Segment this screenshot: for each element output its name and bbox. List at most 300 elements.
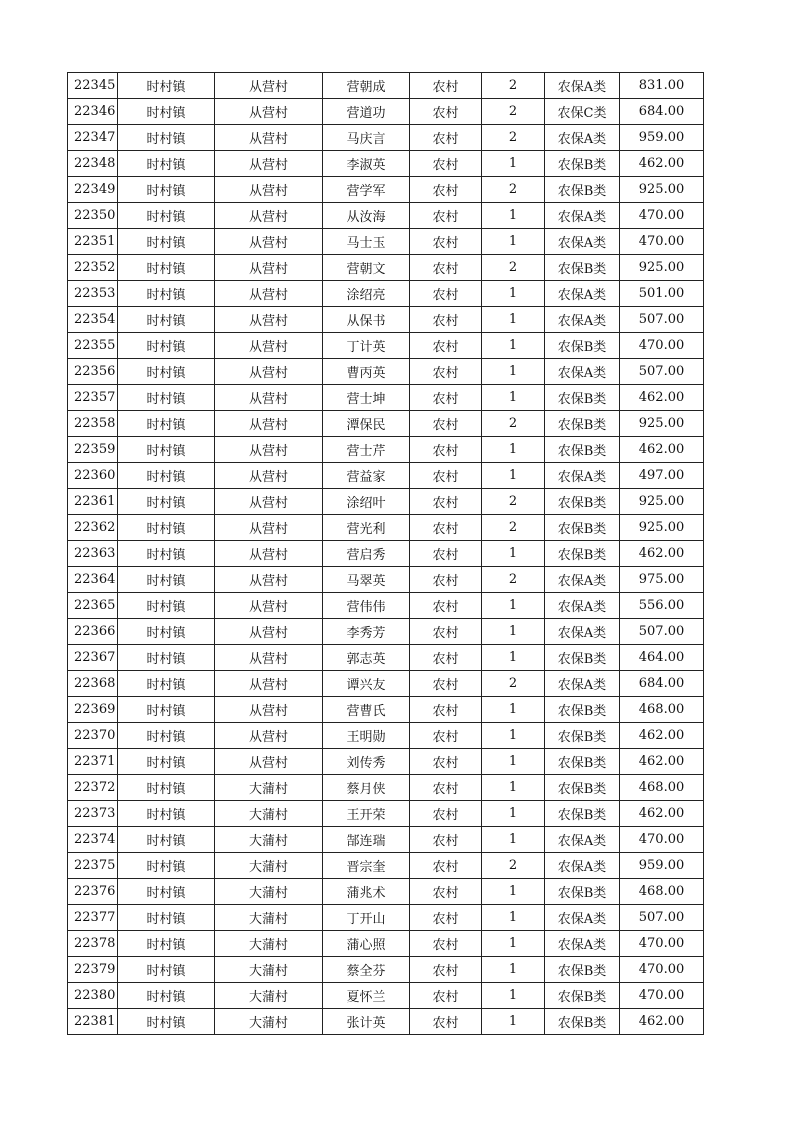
cell-person-name: 马翠英	[323, 567, 410, 593]
cell-record-id: 22371	[68, 749, 118, 775]
table-row	[68, 99, 704, 125]
cell-village: 从营村	[215, 515, 323, 541]
table-row	[68, 827, 704, 853]
cell-household-count: 1	[482, 359, 545, 385]
cell-household-count: 1	[482, 775, 545, 801]
cell-insurance-category: 农保A类	[545, 567, 620, 593]
cell-household-count: 1	[482, 333, 545, 359]
cell-record-id: 22353	[68, 281, 118, 307]
table-row	[68, 229, 704, 255]
cell-insurance-category: 农保A类	[545, 281, 620, 307]
cell-record-id: 22348	[68, 151, 118, 177]
cell-person-name: 张计英	[323, 1009, 410, 1035]
cell-village: 从营村	[215, 541, 323, 567]
table-row	[68, 801, 704, 827]
cell-person-name: 营光利	[323, 515, 410, 541]
cell-town: 时村镇	[118, 697, 215, 723]
cell-town: 时村镇	[118, 515, 215, 541]
cell-area-type: 农村	[410, 749, 482, 775]
cell-area-type: 农村	[410, 541, 482, 567]
cell-record-id: 22358	[68, 411, 118, 437]
cell-amount: 501.00	[620, 281, 704, 307]
cell-person-name: 营道功	[323, 99, 410, 125]
cell-area-type: 农村	[410, 567, 482, 593]
data-table	[67, 72, 704, 1035]
cell-area-type: 农村	[410, 333, 482, 359]
cell-household-count: 2	[482, 489, 545, 515]
cell-household-count: 2	[482, 411, 545, 437]
cell-record-id: 22369	[68, 697, 118, 723]
cell-person-name: 从汝海	[323, 203, 410, 229]
cell-person-name: 蔡月侠	[323, 775, 410, 801]
cell-area-type: 农村	[410, 437, 482, 463]
cell-area-type: 农村	[410, 827, 482, 853]
cell-town: 时村镇	[118, 437, 215, 463]
cell-village: 大蒲村	[215, 1009, 323, 1035]
cell-amount: 831.00	[620, 73, 704, 99]
cell-village: 从营村	[215, 281, 323, 307]
cell-town: 时村镇	[118, 905, 215, 931]
table-row	[68, 1009, 704, 1035]
cell-amount: 959.00	[620, 853, 704, 879]
cell-amount: 462.00	[620, 541, 704, 567]
cell-village: 从营村	[215, 671, 323, 697]
cell-household-count: 2	[482, 853, 545, 879]
cell-village: 从营村	[215, 437, 323, 463]
table-body	[68, 73, 704, 1035]
cell-record-id: 22351	[68, 229, 118, 255]
cell-amount: 464.00	[620, 645, 704, 671]
table-row	[68, 307, 704, 333]
cell-record-id: 22380	[68, 983, 118, 1009]
cell-record-id: 22372	[68, 775, 118, 801]
cell-person-name: 李淑英	[323, 151, 410, 177]
cell-village: 大蒲村	[215, 905, 323, 931]
cell-record-id: 22349	[68, 177, 118, 203]
cell-village: 从营村	[215, 619, 323, 645]
cell-village: 大蒲村	[215, 827, 323, 853]
table-row	[68, 671, 704, 697]
cell-person-name: 丁开山	[323, 905, 410, 931]
cell-area-type: 农村	[410, 1009, 482, 1035]
cell-area-type: 农村	[410, 801, 482, 827]
cell-amount: 925.00	[620, 515, 704, 541]
cell-household-count: 1	[482, 1009, 545, 1035]
cell-person-name: 蒲心照	[323, 931, 410, 957]
table-row	[68, 749, 704, 775]
cell-household-count: 1	[482, 983, 545, 1009]
cell-area-type: 农村	[410, 957, 482, 983]
cell-village: 从营村	[215, 203, 323, 229]
cell-town: 时村镇	[118, 567, 215, 593]
cell-record-id: 22356	[68, 359, 118, 385]
table-row	[68, 957, 704, 983]
cell-area-type: 农村	[410, 515, 482, 541]
cell-household-count: 2	[482, 255, 545, 281]
cell-household-count: 2	[482, 515, 545, 541]
cell-record-id: 22364	[68, 567, 118, 593]
cell-town: 时村镇	[118, 775, 215, 801]
cell-area-type: 农村	[410, 125, 482, 151]
cell-insurance-category: 农保A类	[545, 671, 620, 697]
cell-insurance-category: 农保A类	[545, 619, 620, 645]
cell-town: 时村镇	[118, 489, 215, 515]
cell-record-id: 22360	[68, 463, 118, 489]
cell-amount: 462.00	[620, 385, 704, 411]
cell-amount: 925.00	[620, 255, 704, 281]
table-row	[68, 905, 704, 931]
cell-insurance-category: 农保A类	[545, 905, 620, 931]
cell-household-count: 1	[482, 957, 545, 983]
cell-insurance-category: 农保B类	[545, 801, 620, 827]
cell-town: 时村镇	[118, 1009, 215, 1035]
cell-household-count: 1	[482, 749, 545, 775]
cell-area-type: 农村	[410, 99, 482, 125]
cell-insurance-category: 农保A类	[545, 593, 620, 619]
cell-village: 大蒲村	[215, 775, 323, 801]
cell-insurance-category: 农保A类	[545, 359, 620, 385]
cell-area-type: 农村	[410, 463, 482, 489]
cell-household-count: 2	[482, 125, 545, 151]
cell-amount: 975.00	[620, 567, 704, 593]
cell-village: 从营村	[215, 749, 323, 775]
cell-area-type: 农村	[410, 775, 482, 801]
cell-household-count: 2	[482, 99, 545, 125]
cell-amount: 468.00	[620, 775, 704, 801]
cell-town: 时村镇	[118, 99, 215, 125]
cell-amount: 507.00	[620, 905, 704, 931]
cell-person-name: 营伟伟	[323, 593, 410, 619]
table-row	[68, 385, 704, 411]
cell-area-type: 农村	[410, 255, 482, 281]
cell-village: 大蒲村	[215, 879, 323, 905]
table-row	[68, 515, 704, 541]
cell-village: 从营村	[215, 697, 323, 723]
cell-town: 时村镇	[118, 151, 215, 177]
cell-person-name: 营朝成	[323, 73, 410, 99]
cell-town: 时村镇	[118, 879, 215, 905]
cell-town: 时村镇	[118, 983, 215, 1009]
cell-person-name: 营学军	[323, 177, 410, 203]
cell-amount: 507.00	[620, 359, 704, 385]
cell-village: 从营村	[215, 229, 323, 255]
cell-town: 时村镇	[118, 723, 215, 749]
cell-person-name: 郜连瑞	[323, 827, 410, 853]
cell-household-count: 2	[482, 73, 545, 99]
cell-village: 从营村	[215, 385, 323, 411]
cell-town: 时村镇	[118, 203, 215, 229]
cell-insurance-category: 农保B类	[545, 957, 620, 983]
cell-insurance-category: 农保B类	[545, 411, 620, 437]
cell-insurance-category: 农保B类	[545, 385, 620, 411]
cell-person-name: 蔡全芬	[323, 957, 410, 983]
cell-record-id: 22361	[68, 489, 118, 515]
cell-village: 从营村	[215, 333, 323, 359]
cell-household-count: 1	[482, 697, 545, 723]
cell-amount: 925.00	[620, 489, 704, 515]
cell-household-count: 1	[482, 905, 545, 931]
cell-town: 时村镇	[118, 671, 215, 697]
cell-town: 时村镇	[118, 229, 215, 255]
cell-insurance-category: 农保B类	[545, 437, 620, 463]
table-row	[68, 931, 704, 957]
table-row	[68, 463, 704, 489]
cell-person-name: 营士芹	[323, 437, 410, 463]
cell-household-count: 1	[482, 801, 545, 827]
table-row	[68, 437, 704, 463]
cell-amount: 470.00	[620, 333, 704, 359]
cell-amount: 470.00	[620, 983, 704, 1009]
cell-record-id: 22355	[68, 333, 118, 359]
cell-household-count: 2	[482, 671, 545, 697]
cell-record-id: 22379	[68, 957, 118, 983]
cell-insurance-category: 农保B类	[545, 515, 620, 541]
cell-village: 从营村	[215, 99, 323, 125]
cell-area-type: 农村	[410, 203, 482, 229]
cell-person-name: 蒲兆术	[323, 879, 410, 905]
cell-area-type: 农村	[410, 489, 482, 515]
table-row	[68, 983, 704, 1009]
cell-area-type: 农村	[410, 229, 482, 255]
cell-amount: 470.00	[620, 229, 704, 255]
cell-record-id: 22362	[68, 515, 118, 541]
cell-record-id: 22346	[68, 99, 118, 125]
cell-household-count: 1	[482, 437, 545, 463]
cell-amount: 684.00	[620, 671, 704, 697]
cell-village: 大蒲村	[215, 983, 323, 1009]
table-row	[68, 203, 704, 229]
cell-area-type: 农村	[410, 671, 482, 697]
cell-amount: 507.00	[620, 307, 704, 333]
cell-area-type: 农村	[410, 983, 482, 1009]
cell-insurance-category: 农保A类	[545, 125, 620, 151]
cell-record-id: 22347	[68, 125, 118, 151]
cell-record-id: 22350	[68, 203, 118, 229]
cell-person-name: 丁计英	[323, 333, 410, 359]
cell-record-id: 22375	[68, 853, 118, 879]
cell-village: 从营村	[215, 307, 323, 333]
cell-village: 从营村	[215, 125, 323, 151]
cell-area-type: 农村	[410, 73, 482, 99]
cell-record-id: 22373	[68, 801, 118, 827]
table-row	[68, 567, 704, 593]
cell-town: 时村镇	[118, 749, 215, 775]
cell-record-id: 22367	[68, 645, 118, 671]
cell-household-count: 1	[482, 541, 545, 567]
cell-town: 时村镇	[118, 333, 215, 359]
cell-household-count: 1	[482, 229, 545, 255]
cell-insurance-category: 农保A类	[545, 73, 620, 99]
cell-village: 从营村	[215, 567, 323, 593]
cell-town: 时村镇	[118, 801, 215, 827]
cell-area-type: 农村	[410, 645, 482, 671]
cell-record-id: 22366	[68, 619, 118, 645]
table-row	[68, 281, 704, 307]
cell-area-type: 农村	[410, 879, 482, 905]
cell-town: 时村镇	[118, 827, 215, 853]
cell-household-count: 1	[482, 879, 545, 905]
cell-amount: 462.00	[620, 749, 704, 775]
cell-area-type: 农村	[410, 619, 482, 645]
cell-amount: 462.00	[620, 1009, 704, 1035]
cell-insurance-category: 农保B类	[545, 697, 620, 723]
cell-town: 时村镇	[118, 385, 215, 411]
cell-household-count: 2	[482, 567, 545, 593]
cell-amount: 497.00	[620, 463, 704, 489]
table-row	[68, 723, 704, 749]
cell-village: 大蒲村	[215, 931, 323, 957]
cell-area-type: 农村	[410, 385, 482, 411]
cell-insurance-category: 农保A类	[545, 307, 620, 333]
cell-area-type: 农村	[410, 593, 482, 619]
cell-town: 时村镇	[118, 853, 215, 879]
cell-person-name: 潭保民	[323, 411, 410, 437]
cell-town: 时村镇	[118, 255, 215, 281]
cell-person-name: 涂绍叶	[323, 489, 410, 515]
cell-town: 时村镇	[118, 307, 215, 333]
cell-area-type: 农村	[410, 281, 482, 307]
cell-village: 从营村	[215, 411, 323, 437]
cell-person-name: 营曹氏	[323, 697, 410, 723]
cell-town: 时村镇	[118, 957, 215, 983]
cell-town: 时村镇	[118, 931, 215, 957]
cell-amount: 462.00	[620, 437, 704, 463]
cell-amount: 507.00	[620, 619, 704, 645]
cell-amount: 468.00	[620, 879, 704, 905]
cell-record-id: 22352	[68, 255, 118, 281]
table-row	[68, 411, 704, 437]
cell-record-id: 22357	[68, 385, 118, 411]
cell-record-id: 22368	[68, 671, 118, 697]
cell-amount: 925.00	[620, 411, 704, 437]
cell-record-id: 22370	[68, 723, 118, 749]
cell-town: 时村镇	[118, 281, 215, 307]
cell-village: 大蒲村	[215, 957, 323, 983]
cell-village: 从营村	[215, 177, 323, 203]
cell-household-count: 1	[482, 593, 545, 619]
cell-person-name: 从保书	[323, 307, 410, 333]
cell-insurance-category: 农保A类	[545, 827, 620, 853]
cell-amount: 959.00	[620, 125, 704, 151]
table-row	[68, 359, 704, 385]
cell-area-type: 农村	[410, 411, 482, 437]
cell-amount: 470.00	[620, 957, 704, 983]
cell-record-id: 22376	[68, 879, 118, 905]
cell-insurance-category: 农保B类	[545, 489, 620, 515]
cell-town: 时村镇	[118, 359, 215, 385]
cell-person-name: 营启秀	[323, 541, 410, 567]
cell-household-count: 1	[482, 203, 545, 229]
cell-insurance-category: 农保B类	[545, 151, 620, 177]
cell-village: 从营村	[215, 255, 323, 281]
cell-record-id: 22381	[68, 1009, 118, 1035]
cell-amount: 684.00	[620, 99, 704, 125]
cell-area-type: 农村	[410, 177, 482, 203]
cell-household-count: 1	[482, 281, 545, 307]
table-row	[68, 541, 704, 567]
cell-village: 大蒲村	[215, 853, 323, 879]
table-row	[68, 177, 704, 203]
cell-record-id: 22354	[68, 307, 118, 333]
cell-person-name: 王开荣	[323, 801, 410, 827]
cell-household-count: 1	[482, 827, 545, 853]
cell-person-name: 夏怀兰	[323, 983, 410, 1009]
table-row	[68, 489, 704, 515]
cell-amount: 468.00	[620, 697, 704, 723]
cell-village: 大蒲村	[215, 801, 323, 827]
cell-town: 时村镇	[118, 645, 215, 671]
cell-person-name: 马士玉	[323, 229, 410, 255]
cell-insurance-category: 农保A类	[545, 931, 620, 957]
cell-person-name: 刘传秀	[323, 749, 410, 775]
cell-insurance-category: 农保B类	[545, 983, 620, 1009]
cell-insurance-category: 农保B类	[545, 879, 620, 905]
cell-town: 时村镇	[118, 177, 215, 203]
table-row	[68, 879, 704, 905]
cell-insurance-category: 农保B类	[545, 723, 620, 749]
cell-village: 从营村	[215, 593, 323, 619]
cell-amount: 470.00	[620, 827, 704, 853]
cell-insurance-category: 农保B类	[545, 333, 620, 359]
cell-person-name: 营士坤	[323, 385, 410, 411]
cell-insurance-category: 农保B类	[545, 645, 620, 671]
cell-amount: 462.00	[620, 801, 704, 827]
cell-town: 时村镇	[118, 541, 215, 567]
cell-town: 时村镇	[118, 73, 215, 99]
cell-town: 时村镇	[118, 411, 215, 437]
cell-record-id: 22377	[68, 905, 118, 931]
table-row	[68, 125, 704, 151]
cell-insurance-category: 农保B类	[545, 1009, 620, 1035]
cell-person-name: 马庆言	[323, 125, 410, 151]
table-row	[68, 853, 704, 879]
cell-village: 从营村	[215, 463, 323, 489]
cell-household-count: 1	[482, 307, 545, 333]
cell-insurance-category: 农保A类	[545, 203, 620, 229]
table-row	[68, 333, 704, 359]
cell-record-id: 22345	[68, 73, 118, 99]
cell-insurance-category: 农保B类	[545, 177, 620, 203]
cell-household-count: 2	[482, 177, 545, 203]
table-row	[68, 775, 704, 801]
cell-household-count: 1	[482, 619, 545, 645]
table-row	[68, 697, 704, 723]
cell-town: 时村镇	[118, 593, 215, 619]
cell-person-name: 曹丙英	[323, 359, 410, 385]
cell-town: 时村镇	[118, 619, 215, 645]
cell-person-name: 谭兴友	[323, 671, 410, 697]
cell-insurance-category: 农保A类	[545, 229, 620, 255]
cell-record-id: 22359	[68, 437, 118, 463]
cell-area-type: 农村	[410, 697, 482, 723]
cell-person-name: 营益家	[323, 463, 410, 489]
cell-person-name: 涂绍亮	[323, 281, 410, 307]
cell-town: 时村镇	[118, 125, 215, 151]
cell-household-count: 1	[482, 385, 545, 411]
cell-village: 从营村	[215, 151, 323, 177]
cell-person-name: 晋宗奎	[323, 853, 410, 879]
cell-record-id: 22378	[68, 931, 118, 957]
cell-area-type: 农村	[410, 905, 482, 931]
cell-household-count: 1	[482, 151, 545, 177]
cell-household-count: 1	[482, 645, 545, 671]
cell-household-count: 1	[482, 931, 545, 957]
table-row	[68, 593, 704, 619]
cell-person-name: 郭志英	[323, 645, 410, 671]
cell-person-name: 王明勋	[323, 723, 410, 749]
cell-village: 从营村	[215, 723, 323, 749]
cell-record-id: 22374	[68, 827, 118, 853]
